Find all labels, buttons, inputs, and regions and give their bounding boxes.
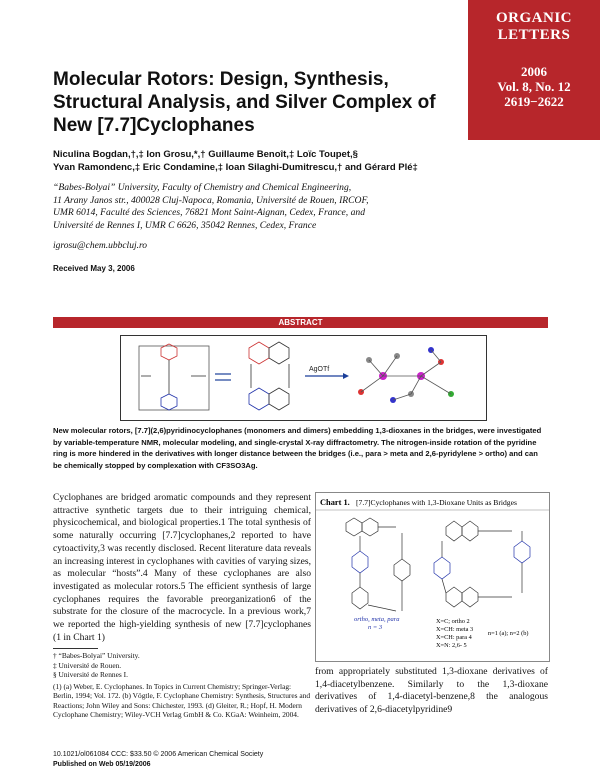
journal-name-line2: LETTERS <box>497 27 571 43</box>
chart-legend-line: X=CH: meta 3 <box>436 626 474 633</box>
footnote: † “Babes-Bolyai” University. <box>53 651 140 660</box>
abstract-heading: ABSTRACT <box>53 317 548 328</box>
chart-legend-line: X=C; ortho 2 <box>436 618 470 625</box>
chart-caption: [7.7]Cyclophanes with 1,3-Dioxane Units as Bridges <box>356 498 517 507</box>
chart-1-structures <box>316 493 549 661</box>
footnote: (1) (a) Weber, E. Cyclophanes. In Topics in Current Chemistry; Springer-Verlag: Berlin, 1994; Vol. 172. (b) Vögtle, F. Cyclophane Chemistry: Synthesis, Structures and Reactions; John Wiley and Sons: Chichester, 1993. (d) Gleiter, R.; Hopf, H. Modern Cyclophane Chemistry; Wiley-VCH Verlag GmbH & Co. KGaA: Weinheim, 2004. <box>53 681 311 719</box>
chart-1 <box>315 492 550 662</box>
chart-legend-line: X=N: 2,6- 5 <box>436 642 467 649</box>
chart-n-note: n=1 (a); n=2 (b) <box>488 630 529 637</box>
chart-sub-left-n: n = 3 <box>368 624 383 631</box>
chart-sub-left: ortho, meta, para <box>354 616 400 623</box>
chart-legend-line: X=CH: para 4 <box>436 634 472 641</box>
affiliation-line: UMR 6014, Faculté des Sciences, 76821 Mont Saint-Aignan, Cedex, France, and <box>53 207 365 218</box>
author-list <box>53 148 453 174</box>
footnote-divider <box>53 648 98 649</box>
article-title: Molecular Rotors: Design, Synthesis, Structural Analysis, and Silver Complex of New [7.7]Cyclophanes <box>53 69 436 136</box>
footnote: ‡ Université de Rouen. <box>53 660 122 670</box>
abstract-text: New molecular rotors, [7.7](2,6)pyridinocyclophanes (monomers and dimers) embedding 1,3-dioxanes in the bridges, were investigated by variable-temperature NMR, molecular modeling, and single-crystal X-ray diffractometry. The nitrogen-inside rotation of the pyridine ring is more hindered in the derivatives with longer distance between the bridges (i.e., para > meta and 2,6-pyridylene > ortho) and can be chemically stopped by complexation with CF3SO3Ag. <box>53 426 542 471</box>
journal-badge <box>468 0 600 140</box>
journal-volume: Vol. 8, No. 12 <box>497 79 571 94</box>
affiliation-line: 11 Arany Janos str., 400028 Cluj-Napoca, Romania, Université de Rouen, IRCOF, <box>53 194 369 206</box>
chart-label: Chart 1. <box>320 498 350 507</box>
affiliation-line: Université de Rennes I, UMR C 6626, 35042 Rennes, Cedex, France <box>53 219 317 231</box>
body-text-right: from appropriately substituted 1,3-dioxane derivatives of 1,4-diacetylbenzene. Similarly to the 1,3-dioxane derivatives of 1,4-diacetyl-benzene,8 the analogous derivatives of 2,6-diacetylpyridine9 <box>315 666 548 716</box>
received-date: Received May 3, 2006 <box>53 264 135 273</box>
journal-pages: 2619−2622 <box>504 94 564 109</box>
doi-line: 10.1021/ol061084 CCC: $33.50 © 2006 American Chemical Society <box>53 751 264 758</box>
affiliations <box>53 182 463 232</box>
journal-year: 2006 <box>521 64 547 79</box>
toc-scheme <box>121 336 486 420</box>
authors-line-1: Niculina Bogdan,†,‡ Ion Grosu,*,† Guillaume Benoît,‡ Loïc Toupet,§ <box>53 149 358 160</box>
authors-line-2: Yvan Ramondenc,‡ Eric Condamine,‡ Ioan Silaghi-Dumitrescu,† and Gérard Plé‡ <box>53 162 418 173</box>
toc-graphic <box>120 335 487 421</box>
journal-name-line1: ORGANIC <box>495 10 572 26</box>
published-date: Published on Web 05/19/2006 <box>53 761 151 768</box>
body-text-left: Cyclophanes are bridged aromatic compounds and they represent attractive synthetic targets due to their intriguing chemical, physicochemical, and biological properties.1 The total synthesis of some naturally occurring [7.7]cyclophanes,2 reported to have cytoactivity,3 was recently disclosed. Recent literature data reveals an increasing interest in cyclophanes with cavities of varying sizes, as molecular “hosts”.4 Many of these cyclophanes are also investigated as molecular rotors.5 The efficient synthesis of large cyclophanes requires the favorable preorganization6 of the substrate for the closure of the macrocycle. In a previous work,7 we reported the high-yielding synthesis of new [7.7]cyclophanes (1 in Chart 1) <box>53 492 311 643</box>
contact-email[interactable]: igrosu@chem.ubbcluj.ro <box>53 241 148 251</box>
footnotes <box>53 651 311 720</box>
footnote: § Université de Rennes I. <box>53 670 128 679</box>
toc-reagent: AgOTf <box>309 366 330 373</box>
affiliation-line: “Babes-Bolyai” University, Faculty of Chemistry and Chemical Engineering, <box>53 182 352 193</box>
